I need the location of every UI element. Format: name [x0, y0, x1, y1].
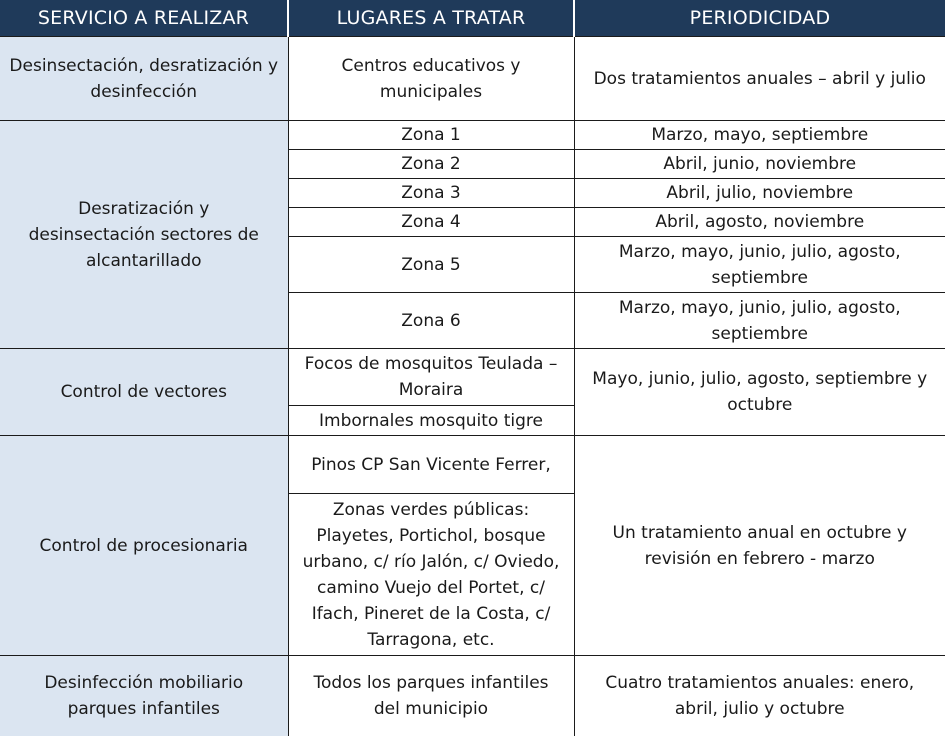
- period-cell: Mayo, junio, julio, agosto, septiembre y octubre: [574, 349, 945, 436]
- table-row: [0, 121, 945, 150]
- place-cell: Imbornales mosquito tigre: [288, 406, 574, 436]
- zone-period-cell: Marzo, mayo, junio, julio, agosto, septiembre: [574, 293, 945, 349]
- service-cell: Desinfección mobiliario parques infantiles: [0, 656, 288, 736]
- zone-period-cell: Marzo, mayo, septiembre: [574, 121, 945, 150]
- table-row: [0, 656, 945, 736]
- service-cell: Control de procesionaria: [0, 436, 288, 656]
- zone-place-cell: Zona 4: [288, 208, 574, 237]
- service-cell: Control de vectores: [0, 349, 288, 436]
- place-cell: Zonas verdes públicas: Playetes, Portichol, bosque urbano, c/ río Jalón, c/ Oviedo, camino Vuejo del Portet, c/ Ifach, Pineret de la Costa, c/ Tarragona, etc.: [288, 494, 574, 656]
- zone-period-cell: Abril, agosto, noviembre: [574, 208, 945, 237]
- service-cell: Desinsectación, desratización y desinfección: [0, 37, 288, 121]
- period-cell: Cuatro tratamientos anuales: enero, abril, julio y octubre: [574, 656, 945, 736]
- table-row: [0, 37, 945, 121]
- header-places: LUGARES A TRATAR: [288, 0, 574, 37]
- service-cell: Desratización y desinsectación sectores de alcantarillado: [0, 121, 288, 349]
- zone-place-cell: Zona 1: [288, 121, 574, 150]
- header-row: [0, 0, 945, 37]
- zone-period-cell: Marzo, mayo, junio, julio, agosto, septiembre: [574, 237, 945, 293]
- zone-period-cell: Abril, julio, noviembre: [574, 179, 945, 208]
- period-cell: Dos tratamientos anuales – abril y julio: [574, 37, 945, 121]
- header-service: SERVICIO A REALIZAR: [0, 0, 288, 37]
- table-row: [0, 349, 945, 406]
- zone-place-cell: Zona 6: [288, 293, 574, 349]
- zone-place-cell: Zona 3: [288, 179, 574, 208]
- table-row: [0, 436, 945, 494]
- place-cell: Todos los parques infantiles del municipio: [288, 656, 574, 736]
- place-cell: Focos de mosquitos Teulada – Moraira: [288, 349, 574, 406]
- place-cell: Centros educativos y municipales: [288, 37, 574, 121]
- zone-period-cell: Abril, junio, noviembre: [574, 150, 945, 179]
- period-cell: Un tratamiento anual en octubre y revisión en febrero - marzo: [574, 436, 945, 656]
- zone-place-cell: Zona 5: [288, 237, 574, 293]
- header-period: PERIODICIDAD: [574, 0, 945, 37]
- zone-place-cell: Zona 2: [288, 150, 574, 179]
- place-cell: Pinos CP San Vicente Ferrer,: [288, 436, 574, 494]
